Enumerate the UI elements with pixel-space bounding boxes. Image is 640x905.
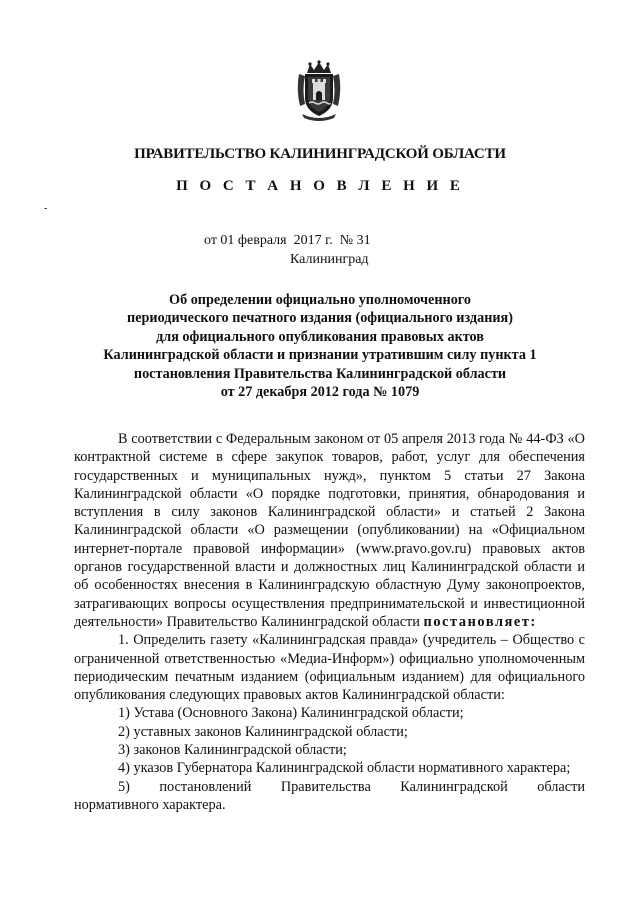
preamble-end: Правительство Калининградской области [166, 613, 420, 630]
title-line: периодического печатного издания (официального издания) [127, 310, 513, 327]
document-body [74, 430, 585, 814]
title-line: для официального опубликования правовых актов [156, 328, 484, 345]
list-item: 4) указов Губернатора Калининградской области нормативного характера; [118, 760, 571, 777]
preamble-text: В соответствии с Федеральным законом от 05 апреля 2013 года № 44-ФЗ «О контрактной системе в сфере закупок товаров, работ, услуг для обеспечения государственных и муниципальных нужд», пунктом 5 статьи 27 Закона Калининградской области «О порядке подготовки, принятия, обнародования и вступления в силу законов Калининградской области» и статьей 2 Закона Калининградской области «О размещении (опубликовании) на «Официальном интернет-портале правовой информации» (www.pravo.gov.ru) правовых актов органов государственной власти и должностных лиц Калининградской области и об особенностях внесения в Калининградскую областную Думу законопроектов, затрагивающих вопросы осуществления предпринимательской и инвестиционной деятельности» [74, 431, 585, 630]
document-title [60, 291, 580, 401]
title-line: Об определении официально уполномоченного [169, 292, 471, 308]
list-item-continuation: нормативного характера. [74, 796, 226, 813]
document-city: Калининград [290, 252, 369, 267]
title-line: от 27 декабря 2012 года № 1079 [220, 384, 420, 401]
list-item: 1) Устава (Основного Закона) Калининградской области; [118, 705, 464, 722]
decree-word: постановляет: [423, 613, 537, 630]
title-line: Калининградской области и признании утратившим силу пункта 1 [103, 347, 537, 364]
coat-of-arms-emblem [294, 60, 344, 122]
preamble-paragraph [74, 430, 585, 631]
government-name: ПРАВИТЕЛЬСТВО КАЛИНИНГРАДСКОЙ ОБЛАСТИ [134, 146, 506, 162]
list-item: 5) постановлений Правительства Калининградской области [118, 778, 585, 795]
document-type: П О С Т А Н О В Л Е Н И Е [176, 178, 464, 194]
stray-mark: - [44, 203, 48, 214]
document-date-number: от 01 февраля 2017 г. № 31 [204, 233, 371, 248]
point-1-paragraph: 1. Определить газету «Калининградская правда» (учредитель – Общество с ограниченной ответственностью «Медиа-Информ») официально уполномоченным периодическим печатным изданием (официальным изданием) для официального опубликования следующих правовых актов Калининградской области: [74, 632, 585, 704]
list-item: 3) законов Калининградской области; [118, 742, 347, 759]
title-line: постановления Правительства Калининградской области [133, 365, 507, 382]
list-item: 2) уставных законов Калининградской области; [118, 723, 408, 740]
